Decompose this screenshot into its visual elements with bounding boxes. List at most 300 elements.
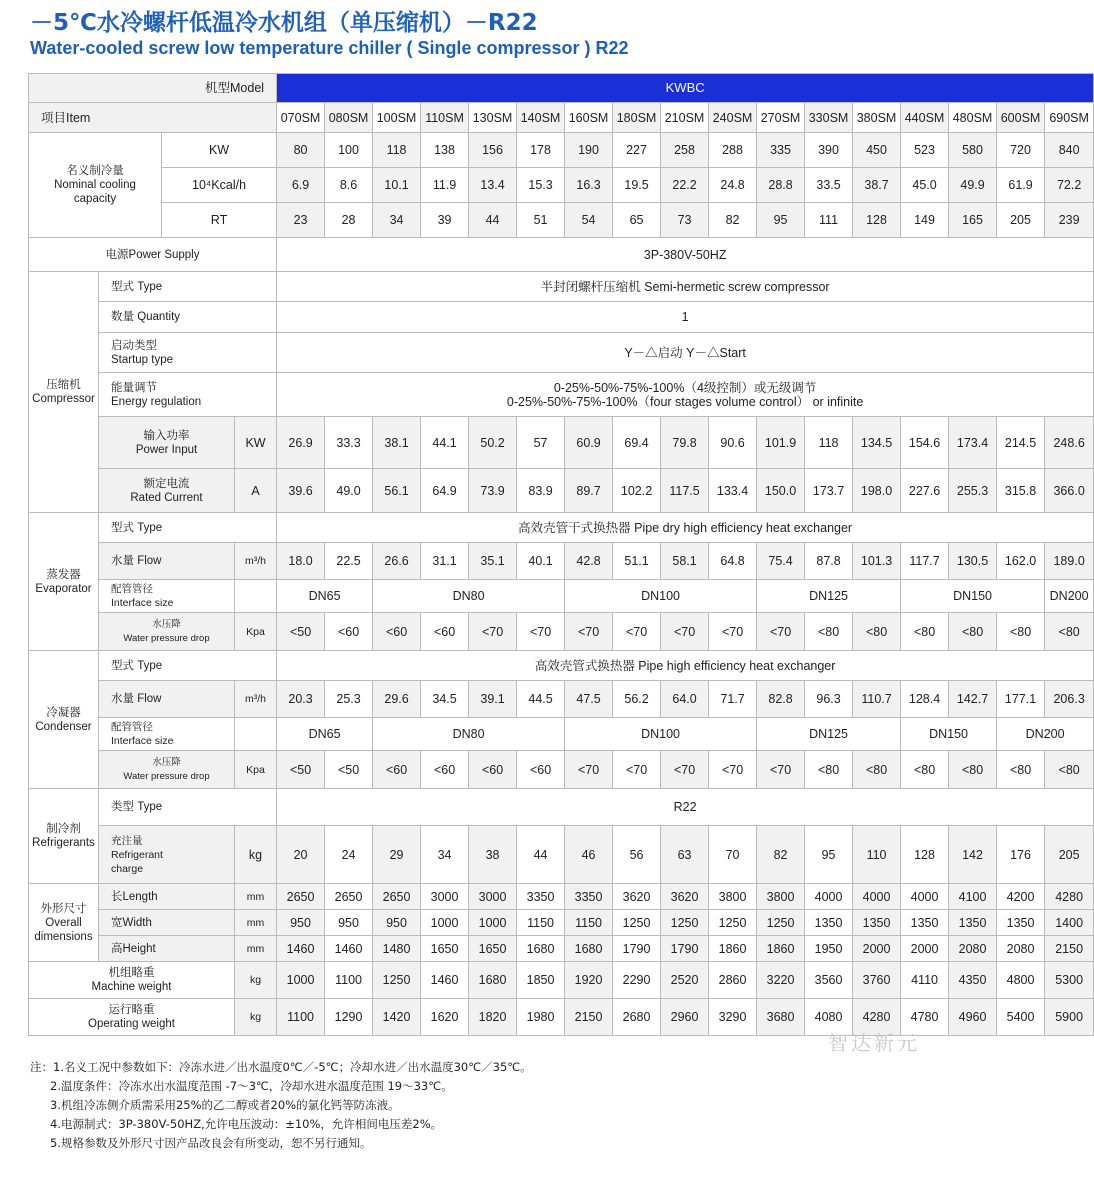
value-cell: 110.7 (853, 681, 901, 718)
unit-cell: KW (235, 417, 277, 469)
value-cell: 25.3 (325, 681, 373, 718)
value-cell: 22.2 (661, 168, 709, 203)
value-cell: 3000 (469, 884, 517, 910)
value-cell: 3620 (661, 884, 709, 910)
value-cell: 1480 (373, 936, 421, 962)
value-cell: 26.6 (373, 543, 421, 580)
value-cell: 39 (421, 203, 469, 238)
value-cell: 24.8 (709, 168, 757, 203)
table-row (29, 302, 1094, 333)
value-cell: 44.5 (517, 681, 565, 718)
unit-cell: kg (235, 962, 277, 999)
value-cell: <70 (757, 751, 805, 789)
series-header: KWBC (277, 74, 1094, 103)
value-cell: 130.5 (949, 543, 997, 580)
value-cell: 1350 (805, 910, 853, 936)
note-4: 4.电源制式：3P-380V-50HZ,允许电压波动：±10%，允许相间电压差2%。 (50, 1117, 443, 1131)
value-cell: 110 (853, 826, 901, 884)
value-cell: 22.5 (325, 543, 373, 580)
value-cell: 1350 (997, 910, 1045, 936)
page-title: －5℃水冷螺杆低温冷水机组（单压缩机）－R22 (30, 10, 538, 36)
unit-cell: A (235, 469, 277, 513)
value-cell: 64.9 (421, 469, 469, 513)
value-cell: <80 (901, 751, 949, 789)
evaporator-pressure-label: 水压降 Water pressure drop (99, 613, 235, 651)
table-row (29, 751, 1094, 789)
table-row (29, 962, 1094, 999)
value-cell: 44 (469, 203, 517, 238)
value-cell: 65 (613, 203, 661, 238)
value-cell: 3000 (421, 884, 469, 910)
value-cell: 177.1 (997, 681, 1045, 718)
value-cell: 3760 (853, 962, 901, 999)
value-cell: <80 (997, 613, 1045, 651)
value-cell: 20.3 (277, 681, 325, 718)
value-cell: 227.6 (901, 469, 949, 513)
value-cell: 90.6 (709, 417, 757, 469)
category-evaporator: 蒸发器 Evaporator (29, 513, 99, 651)
value-cell: 335 (757, 133, 805, 168)
value-cell: 178 (517, 133, 565, 168)
value-cell: 63 (661, 826, 709, 884)
value-cell: 28 (325, 203, 373, 238)
notes (30, 1058, 532, 1153)
rated-current-label: 额定电流 Rated Current (99, 469, 235, 513)
value-cell: 239 (1045, 203, 1094, 238)
value-cell: 142.7 (949, 681, 997, 718)
value-cell: 1850 (517, 962, 565, 999)
value-cell: 4000 (853, 884, 901, 910)
value-cell: 1350 (901, 910, 949, 936)
value-cell: 51 (517, 203, 565, 238)
value-cell: 1460 (277, 936, 325, 962)
value-cell: 288 (709, 133, 757, 168)
table-row (29, 373, 1094, 417)
value-cell: 162.0 (997, 543, 1045, 580)
value-cell: 1100 (325, 962, 373, 999)
value-cell: 51.1 (613, 543, 661, 580)
evaporator-interface-label: 配管管径 Interface size (99, 580, 235, 613)
value-cell: 227 (613, 133, 661, 168)
dimension-height-label: 高Height (99, 936, 235, 962)
model-header: 180SM (613, 103, 661, 133)
value-cell: 1680 (469, 962, 517, 999)
value-cell: 2520 (661, 962, 709, 999)
value-cell: 173.4 (949, 417, 997, 469)
value-cell: 58.1 (661, 543, 709, 580)
value-cell: 206.3 (1045, 681, 1094, 718)
value-cell: 1000 (277, 962, 325, 999)
model-header: 600SM (997, 103, 1045, 133)
value-cell: 3620 (613, 884, 661, 910)
value-cell: 15.3 (517, 168, 565, 203)
condenser-flow-label: 水量 Flow (99, 681, 235, 718)
startup-type-label: 启动类型 Startup type (99, 333, 277, 373)
value-cell: 128 (901, 826, 949, 884)
unit-cell: KW (162, 133, 277, 168)
table-row (29, 789, 1094, 826)
value-cell: 2080 (949, 936, 997, 962)
value-cell: 73.9 (469, 469, 517, 513)
unit-cell: kg (235, 999, 277, 1036)
value-cell: 450 (853, 133, 901, 168)
dimension-width-label: 宽Width (99, 910, 235, 936)
value-cell: <70 (709, 751, 757, 789)
value-cell: <60 (469, 751, 517, 789)
spec-table-body (29, 74, 1094, 1036)
value-cell: 1680 (565, 936, 613, 962)
value-cell: 82.8 (757, 681, 805, 718)
value-cell: 69.4 (613, 417, 661, 469)
value-cell: 44 (517, 826, 565, 884)
value-cell: 1000 (469, 910, 517, 936)
value-cell: 165 (949, 203, 997, 238)
value-cell: 100 (325, 133, 373, 168)
note-3: 3.机组冷冻侧介质需采用25%的乙二醇或者20%的氯化钙等防冻液。 (50, 1098, 400, 1112)
model-header: 690SM (1045, 103, 1094, 133)
value-cell: 8.6 (325, 168, 373, 203)
energy-regulation-label: 能量调节 Energy regulation (99, 373, 277, 417)
value-cell: 72.2 (1045, 168, 1094, 203)
table-row (29, 203, 1094, 238)
value-cell: <60 (373, 613, 421, 651)
value-cell: 1400 (1045, 910, 1094, 936)
value-cell: 1860 (709, 936, 757, 962)
table-row (29, 103, 1094, 133)
value-cell: 390 (805, 133, 853, 168)
value-cell: 3350 (517, 884, 565, 910)
table-row (29, 133, 1094, 168)
dimension-length-label: 长Length (99, 884, 235, 910)
value-cell: <70 (661, 613, 709, 651)
value-cell: 950 (373, 910, 421, 936)
value-cell: 20 (277, 826, 325, 884)
pipe-size-cell: DN125 (757, 718, 901, 751)
value-cell: 248.6 (1045, 417, 1094, 469)
value-cell: 34 (373, 203, 421, 238)
pipe-size-cell: DN65 (277, 580, 373, 613)
refrigerant-type-label: 类型 Type (99, 789, 277, 826)
model-header: 160SM (565, 103, 613, 133)
spec-table (28, 73, 1094, 1036)
table-row (29, 718, 1094, 751)
value-cell: 50.2 (469, 417, 517, 469)
category-condenser: 冷凝器 Condenser (29, 651, 99, 789)
unit-cell (235, 580, 277, 613)
value-cell: 1790 (661, 936, 709, 962)
pipe-size-cell: DN150 (901, 580, 1045, 613)
value-cell: 142 (949, 826, 997, 884)
model-header: 440SM (901, 103, 949, 133)
value-cell: 56 (613, 826, 661, 884)
spec-table-wrapper (28, 73, 1094, 1036)
value-cell: 1100 (277, 999, 325, 1036)
value-cell: 4110 (901, 962, 949, 999)
pipe-size-cell: DN150 (901, 718, 997, 751)
model-header: 110SM (421, 103, 469, 133)
table-row (29, 513, 1094, 543)
note-1: 注：1.名义工况中参数如下：冷冻水进／出水温度0℃／-5℃；冷却水进／出水温度30℃／35℃。 (30, 1060, 532, 1074)
value-cell: 128 (853, 203, 901, 238)
value-cell: 10.1 (373, 168, 421, 203)
value-cell: 39.6 (277, 469, 325, 513)
table-row (29, 238, 1094, 272)
value-cell: 205 (1045, 826, 1094, 884)
value-cell: 83.9 (517, 469, 565, 513)
value-cell: 117.5 (661, 469, 709, 513)
unit-cell: Kpa (235, 613, 277, 651)
value-cell: 73 (661, 203, 709, 238)
value-cell: 70 (709, 826, 757, 884)
value-cell: 34.5 (421, 681, 469, 718)
value-cell: 1650 (469, 936, 517, 962)
value-cell: 61.9 (997, 168, 1045, 203)
value-cell: 4350 (949, 962, 997, 999)
value-cell: 3800 (757, 884, 805, 910)
value-cell: <80 (1045, 613, 1094, 651)
value-cell: 79.8 (661, 417, 709, 469)
value-cell: 1460 (421, 962, 469, 999)
evaporator-type-value: 高效壳管干式换热器 Pipe dry high efficiency heat exchanger (277, 513, 1094, 543)
value-cell: 54 (565, 203, 613, 238)
value-cell: <50 (325, 751, 373, 789)
value-cell: 95 (757, 203, 805, 238)
value-cell: 950 (277, 910, 325, 936)
model-header: 100SM (373, 103, 421, 133)
refrigerant-type-value: R22 (277, 789, 1094, 826)
value-cell: 3290 (709, 999, 757, 1036)
energy-regulation-value: 0-25%-50%-75%-100%（4级控制）或无级调节 0-25%-50%-75%-100%（four stages volume control） or infinite (277, 373, 1094, 417)
category-refrigerant: 制冷剂 Refrigerants (29, 789, 99, 884)
value-cell: 60.9 (565, 417, 613, 469)
condenser-type-value: 高效壳管式换热器 Pipe high efficiency heat exchanger (277, 651, 1094, 681)
item-label: 项目Item (29, 103, 277, 133)
model-header: 270SM (757, 103, 805, 133)
value-cell: 5400 (997, 999, 1045, 1036)
value-cell: 118 (805, 417, 853, 469)
value-cell: 38.1 (373, 417, 421, 469)
value-cell: 258 (661, 133, 709, 168)
value-cell: 176 (997, 826, 1045, 884)
value-cell: 1650 (421, 936, 469, 962)
value-cell: 101.3 (853, 543, 901, 580)
value-cell: 29.6 (373, 681, 421, 718)
unit-cell: 10⁴Kcal/h (162, 168, 277, 203)
value-cell: 4100 (949, 884, 997, 910)
value-cell: 71.7 (709, 681, 757, 718)
value-cell: <70 (709, 613, 757, 651)
compressor-quantity-label: 数量 Quantity (99, 302, 277, 333)
value-cell: 3680 (757, 999, 805, 1036)
condenser-interface-label: 配管管径 Interface size (99, 718, 235, 751)
value-cell: 4280 (1045, 884, 1094, 910)
table-row (29, 651, 1094, 681)
value-cell: 134.5 (853, 417, 901, 469)
model-header: 380SM (853, 103, 901, 133)
value-cell: 138 (421, 133, 469, 168)
unit-cell: mm (235, 884, 277, 910)
value-cell: <80 (853, 613, 901, 651)
value-cell: 4000 (805, 884, 853, 910)
value-cell: 3800 (709, 884, 757, 910)
value-cell: 1250 (613, 910, 661, 936)
startup-type-value: Y－△启动 Y－△Start (277, 333, 1094, 373)
category-dimensions: 外形尺寸 Overall dimensions (29, 884, 99, 962)
value-cell: 154.6 (901, 417, 949, 469)
value-cell: 2650 (373, 884, 421, 910)
value-cell: <70 (661, 751, 709, 789)
model-header: 240SM (709, 103, 757, 133)
value-cell: 24 (325, 826, 373, 884)
category-capacity: 名义制冷量 Nominal cooling capacity (29, 133, 162, 238)
value-cell: <70 (613, 613, 661, 651)
value-cell: 149 (901, 203, 949, 238)
value-cell: 4800 (997, 962, 1045, 999)
value-cell: 4200 (997, 884, 1045, 910)
value-cell: 133.4 (709, 469, 757, 513)
compressor-type-label: 型式 Type (99, 272, 277, 302)
value-cell: <80 (853, 751, 901, 789)
compressor-type-value: 半封闭螺杆压缩机 Semi-hermetic screw compressor (277, 272, 1094, 302)
value-cell: 38 (469, 826, 517, 884)
value-cell: 1350 (853, 910, 901, 936)
value-cell: 173.7 (805, 469, 853, 513)
value-cell: 2680 (613, 999, 661, 1036)
unit-cell (235, 718, 277, 751)
value-cell: 2000 (853, 936, 901, 962)
value-cell: 19.5 (613, 168, 661, 203)
value-cell: <50 (277, 613, 325, 651)
value-cell: 26.9 (277, 417, 325, 469)
value-cell: 2650 (277, 884, 325, 910)
value-cell: 1790 (613, 936, 661, 962)
value-cell: 101.9 (757, 417, 805, 469)
value-cell: 523 (901, 133, 949, 168)
value-cell: 46 (565, 826, 613, 884)
value-cell: <80 (949, 613, 997, 651)
value-cell: 87.8 (805, 543, 853, 580)
value-cell: 4080 (805, 999, 853, 1036)
value-cell: 3350 (565, 884, 613, 910)
value-cell: <70 (565, 613, 613, 651)
value-cell: 1620 (421, 999, 469, 1036)
value-cell: 1460 (325, 936, 373, 962)
value-cell: 80 (277, 133, 325, 168)
table-row (29, 417, 1094, 469)
value-cell: 117.7 (901, 543, 949, 580)
watermark: 智达新元 (828, 1031, 920, 1055)
value-cell: 2080 (997, 936, 1045, 962)
table-row (29, 613, 1094, 651)
value-cell: 64.8 (709, 543, 757, 580)
value-cell: <60 (421, 613, 469, 651)
value-cell: 4780 (901, 999, 949, 1036)
value-cell: 38.7 (853, 168, 901, 203)
value-cell: 1950 (805, 936, 853, 962)
unit-cell: m³/h (235, 681, 277, 718)
power-input-label: 输入功率 Power Input (99, 417, 235, 469)
value-cell: 23 (277, 203, 325, 238)
table-row (29, 168, 1094, 203)
model-header: 080SM (325, 103, 373, 133)
value-cell: 95 (805, 826, 853, 884)
value-cell: 82 (757, 826, 805, 884)
unit-cell: mm (235, 910, 277, 936)
value-cell: 255.3 (949, 469, 997, 513)
value-cell: 1000 (421, 910, 469, 936)
value-cell: 1980 (517, 999, 565, 1036)
table-row (29, 333, 1094, 373)
value-cell: 39.1 (469, 681, 517, 718)
value-cell: 45.0 (901, 168, 949, 203)
value-cell: 1350 (949, 910, 997, 936)
evaporator-flow-label: 水量 Flow (99, 543, 235, 580)
value-cell: 156 (469, 133, 517, 168)
value-cell: 1820 (469, 999, 517, 1036)
value-cell: <80 (805, 751, 853, 789)
value-cell: 1250 (709, 910, 757, 936)
value-cell: 840 (1045, 133, 1094, 168)
note-2: 2.温度条件：冷冻水出水温度范围 -7～3℃，冷却水进水温度范围 19～33℃。 (50, 1079, 453, 1093)
value-cell: 214.5 (997, 417, 1045, 469)
value-cell: 29 (373, 826, 421, 884)
value-cell: <60 (373, 751, 421, 789)
value-cell: <70 (517, 613, 565, 651)
value-cell: 28.8 (757, 168, 805, 203)
value-cell: 128.4 (901, 681, 949, 718)
value-cell: 1250 (757, 910, 805, 936)
operating-weight-label: 运行略重 Operating weight (29, 999, 235, 1036)
value-cell: 205 (997, 203, 1045, 238)
value-cell: 5900 (1045, 999, 1094, 1036)
value-cell: <60 (517, 751, 565, 789)
value-cell: 4000 (901, 884, 949, 910)
evaporator-type-label: 型式 Type (99, 513, 277, 543)
value-cell: 1150 (565, 910, 613, 936)
value-cell: 33.5 (805, 168, 853, 203)
value-cell: 57 (517, 417, 565, 469)
model-header: 480SM (949, 103, 997, 133)
value-cell: 366.0 (1045, 469, 1094, 513)
value-cell: 1150 (517, 910, 565, 936)
unit-cell: RT (162, 203, 277, 238)
table-row (29, 580, 1094, 613)
value-cell: 96.3 (805, 681, 853, 718)
value-cell: 190 (565, 133, 613, 168)
value-cell: 950 (325, 910, 373, 936)
value-cell: 1920 (565, 962, 613, 999)
value-cell: 3220 (757, 962, 805, 999)
value-cell: 150.0 (757, 469, 805, 513)
table-row (29, 826, 1094, 884)
unit-cell: kg (235, 826, 277, 884)
value-cell: 44.1 (421, 417, 469, 469)
value-cell: 75.4 (757, 543, 805, 580)
value-cell: 56.2 (613, 681, 661, 718)
value-cell: 34 (421, 826, 469, 884)
note-5: 5.规格参数及外形尺寸因产品改良会有所变动，恕不另行通知。 (50, 1136, 372, 1150)
table-row (29, 469, 1094, 513)
condenser-pressure-label: 水压降 Water pressure drop (99, 751, 235, 789)
value-cell: <70 (613, 751, 661, 789)
table-row (29, 910, 1094, 936)
value-cell: 315.8 (997, 469, 1045, 513)
value-cell: 13.4 (469, 168, 517, 203)
value-cell: 35.1 (469, 543, 517, 580)
value-cell: 198.0 (853, 469, 901, 513)
value-cell: <80 (997, 751, 1045, 789)
value-cell: 89.7 (565, 469, 613, 513)
